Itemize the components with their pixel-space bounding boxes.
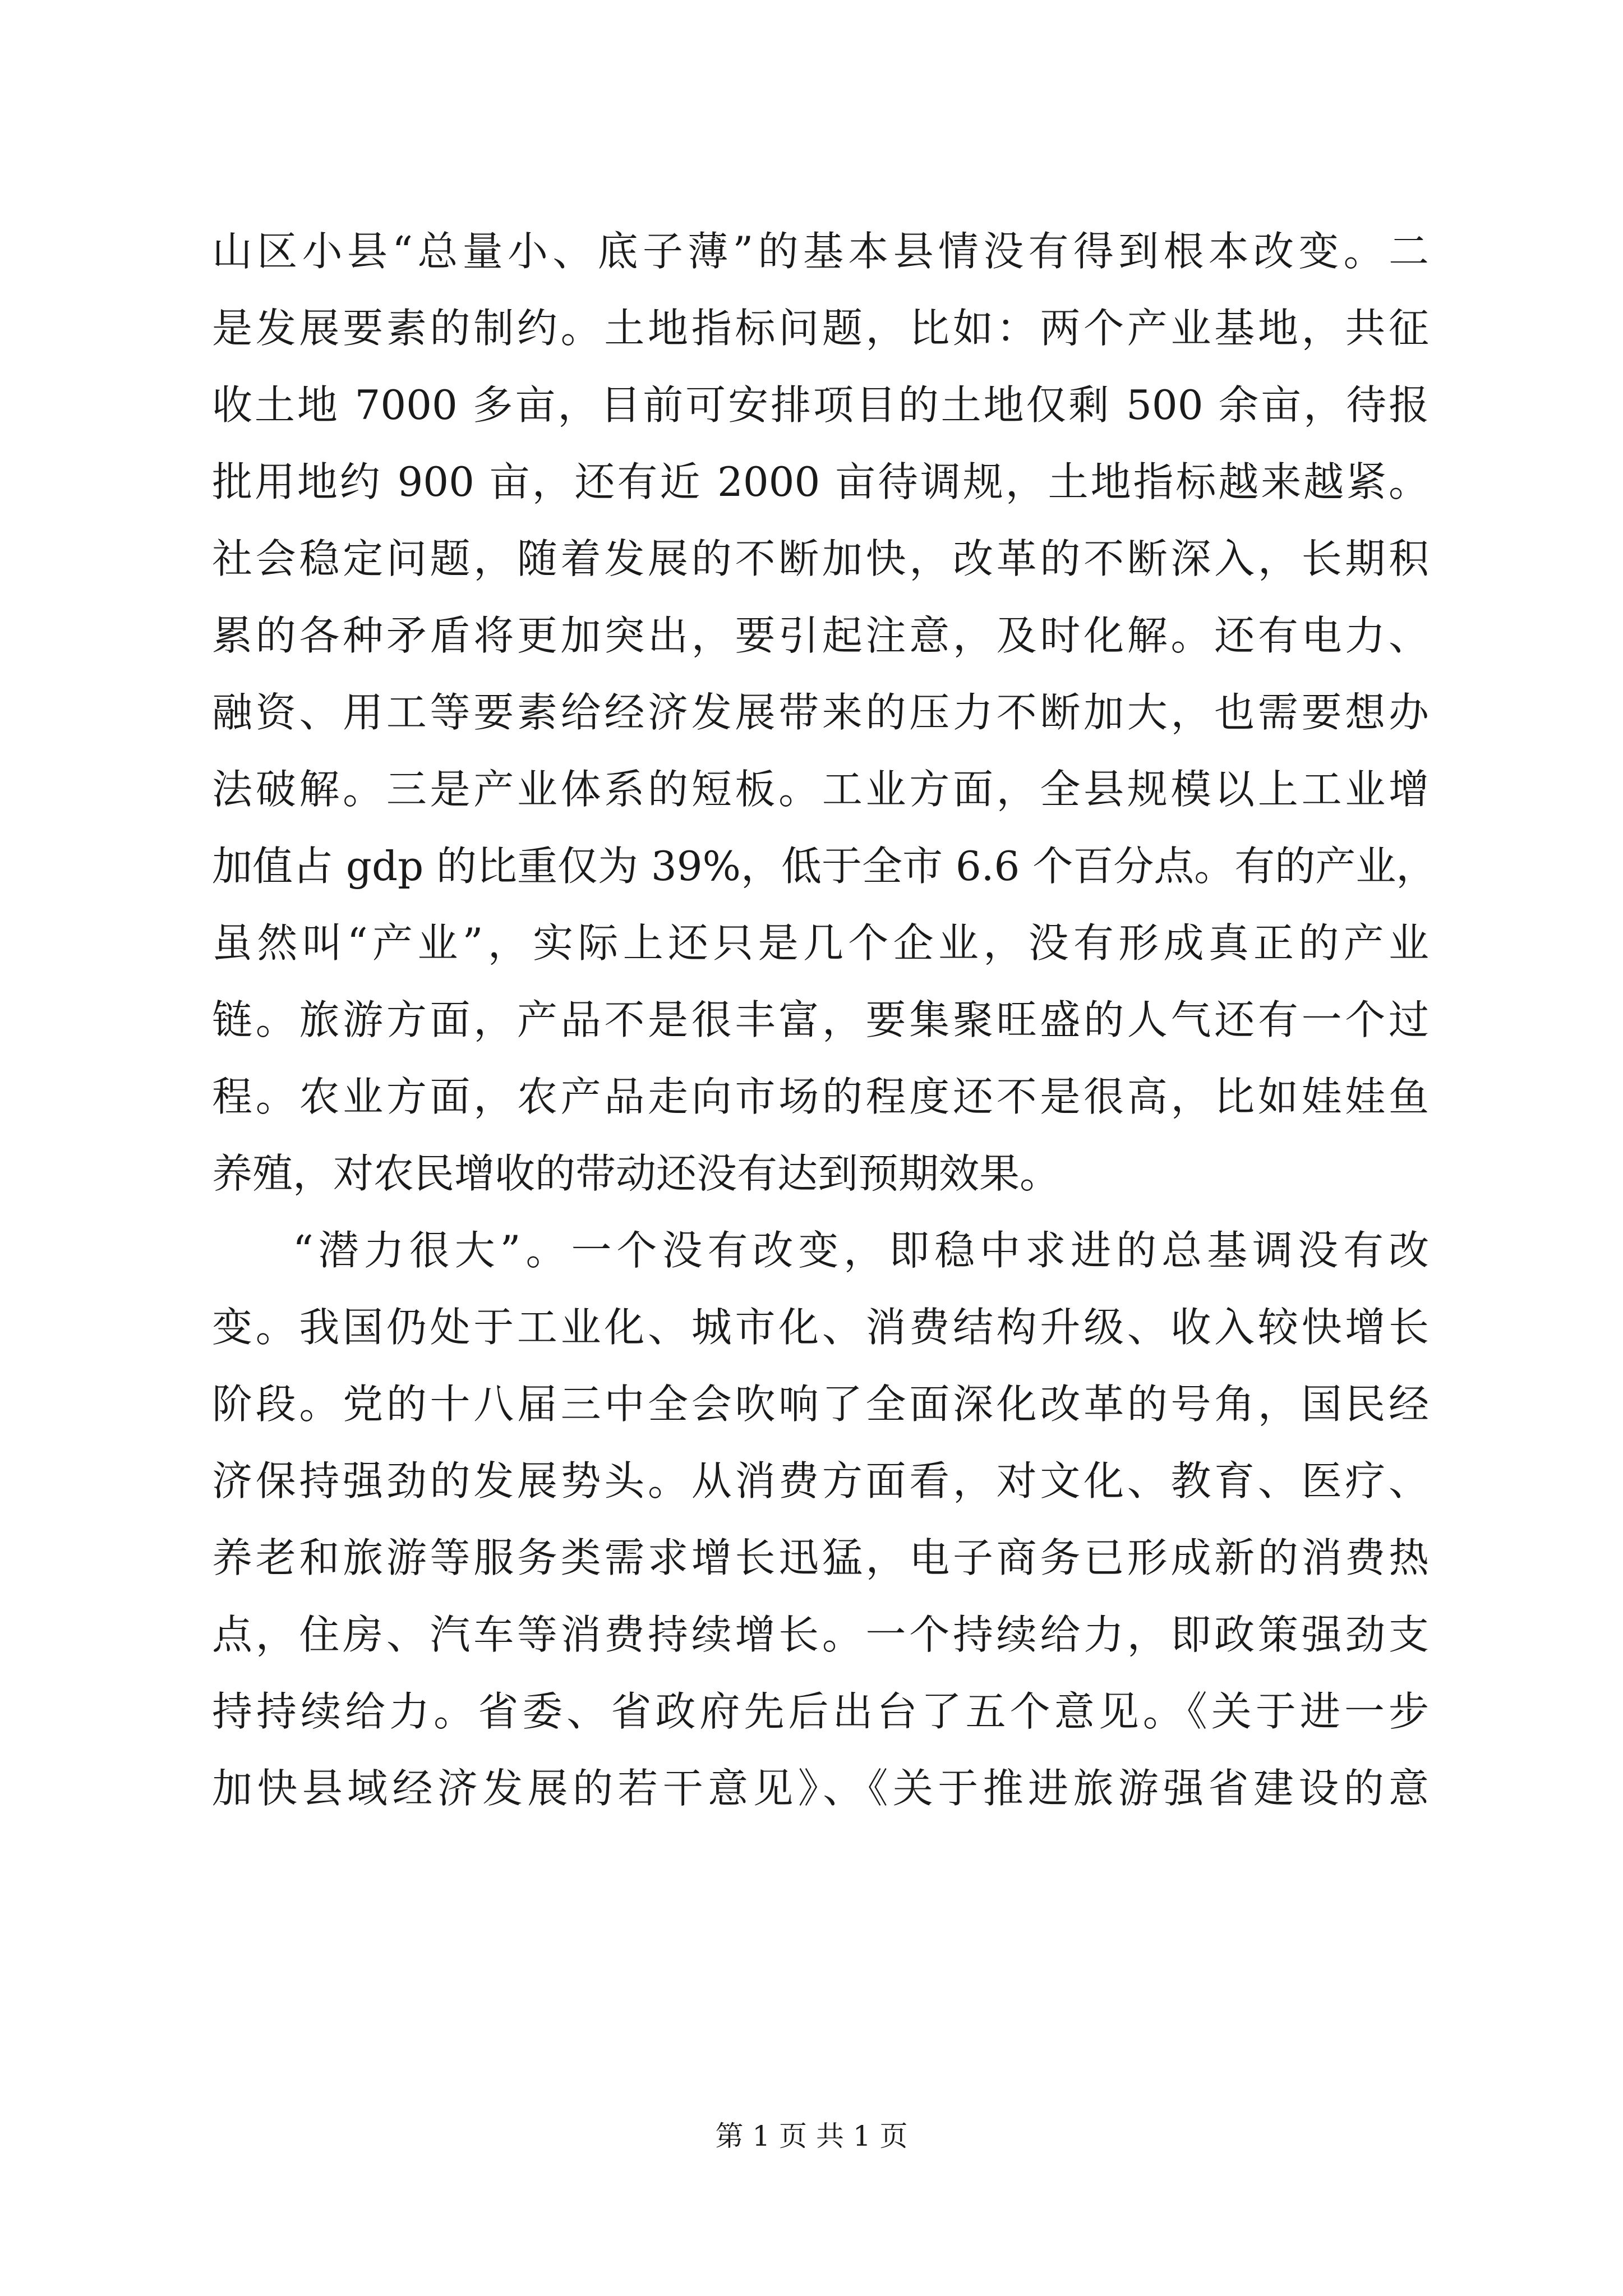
text-line: 融资、用工等要素给经济发展带来的压力不断加大，也需要想办 [212,689,1429,736]
text-line: 社会稳定问题，随着发展的不断加快，改革的不断深入，长期积 [212,535,1429,582]
text-line: 收土地 7000 多亩，目前可安排项目的土地仅剩 500 余亩，待报 [212,381,1429,429]
text-line: 变。我国仍处于工业化、城市化、消费结构升级、收入较快增长 [212,1304,1429,1351]
text-line: 累的各种矛盾将更加突出，要引起注意，及时化解。还有电力、 [212,612,1429,659]
text-line: 程。农业方面，农产品走向市场的程度还不是很高，比如娃娃鱼 [212,1073,1429,1120]
text-line: 持持续给力。省委、省政府先后出台了五个意见。《关于进一步 [212,1688,1429,1735]
text-line: 点，住房、汽车等消费持续增长。一个持续给力，即政策强劲支 [212,1611,1429,1658]
text-line: 山区小县“总量小、底子薄”的基本县情没有得到根本改变。二 [212,228,1429,275]
page-footer [0,2114,1623,2159]
text-line: 养老和旅游等服务类需求增长迅猛，电子商务已形成新的消费热 [212,1534,1429,1581]
paragraph-2 [212,1212,1429,1827]
page-number: 第 1 页 共 1 页 [715,2120,908,2152]
text-line: 是发展要素的制约。土地指标问题，比如：两个产业基地，共征 [212,305,1429,352]
text-line: 济保持强劲的发展势头。从消费方面看，对文化、教育、医疗、 [212,1457,1429,1504]
text-line: 法破解。三是产业体系的短板。工业方面，全县规模以上工业增 [212,766,1429,813]
paragraph-1 [212,213,1437,1212]
text-line: 加值占 gdp 的比重仅为 39%，低于全市 6.6 个百分点。有的产业， [212,843,1437,890]
text-line: 阶段。党的十八届三中全会吹响了全面深化改革的号角，国民经 [212,1381,1429,1428]
text-line: 虽然叫“产业”，实际上还只是几个企业，没有形成真正的产业 [212,919,1429,967]
text-line: 链。旅游方面，产品不是很丰富，要集聚旺盛的人气还有一个过 [212,996,1429,1043]
text-line: “潜力很大”。一个没有改变，即稳中求进的总基调没有改 [293,1227,1429,1274]
text-line: 批用地约 900 亩，还有近 2000 亩待调规，土地指标越来越紧。 [212,458,1429,505]
text-line: 加快县域经济发展的若干意见》、《关于推进旅游强省建设的意 [212,1765,1429,1812]
document-body [212,213,1437,1827]
text-line: 养殖，对农民增收的带动还没有达到预期效果。 [212,1150,1061,1197]
